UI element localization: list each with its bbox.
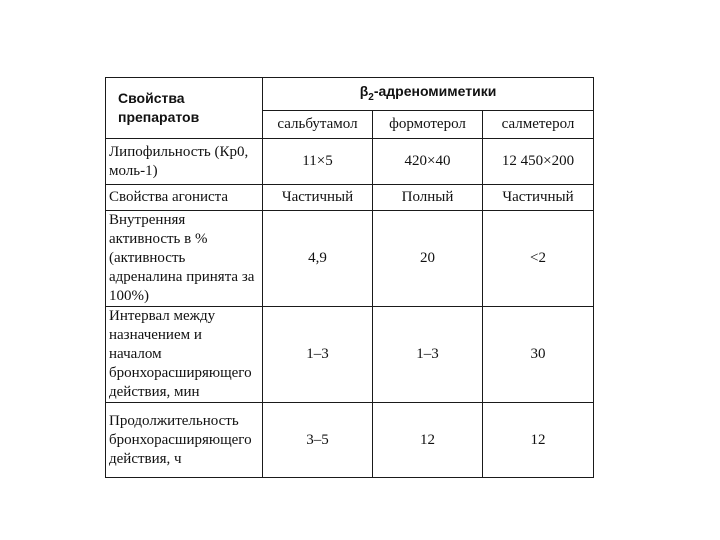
row-value-salbutamol: 11×5	[263, 139, 373, 185]
row-value-formoterol: 420×40	[373, 139, 483, 185]
table-row	[106, 139, 594, 185]
drug-formoterol: формотерол	[373, 111, 483, 139]
table-row	[106, 211, 594, 307]
row-value-salmeterol: 12	[483, 403, 594, 478]
row-property: Интервал между назначением и началом бронхорасширяющего действия, мин	[106, 307, 263, 403]
row-property: Продолжительность бронхорасширяющего действия, ч	[106, 403, 263, 478]
drug-properties-table	[105, 77, 594, 478]
row-value-formoterol: Полный	[373, 185, 483, 211]
row-property: Свойства агониста	[106, 185, 263, 211]
beta-subscript: 2	[368, 91, 374, 103]
row-value-formoterol: 12	[373, 403, 483, 478]
drug-salbutamol: сальбутамол	[263, 111, 373, 139]
beta-letter: β	[359, 82, 369, 99]
row-value-formoterol: 1–3	[373, 307, 483, 403]
row-value-salbutamol: 1–3	[263, 307, 373, 403]
table-row	[106, 403, 594, 478]
row-value-salmeterol: 12 450×200	[483, 139, 594, 185]
row-property: Внутренняя активность в % (активность адреналина принята за 100%)	[106, 211, 263, 307]
row-value-formoterol: 20	[373, 211, 483, 307]
table-row	[106, 307, 594, 403]
table-row	[106, 185, 594, 211]
drug-properties-table-container	[105, 77, 593, 472]
properties-header: Свойства препаратов	[106, 78, 263, 139]
row-property: Липофильность (Кр0, моль-1)	[106, 139, 263, 185]
row-value-salbutamol: 3–5	[263, 403, 373, 478]
row-value-salbutamol: 4,9	[263, 211, 373, 307]
beta2-agonists-header	[263, 78, 594, 111]
row-value-salmeterol: Частичный	[483, 185, 594, 211]
agonists-label: -адреномиметики	[373, 82, 497, 99]
drug-salmeterol: салметерол	[483, 111, 594, 139]
header-row	[106, 78, 594, 111]
row-value-salbutamol: Частичный	[263, 185, 373, 211]
row-value-salmeterol: <2	[483, 211, 594, 307]
row-value-salmeterol: 30	[483, 307, 594, 403]
